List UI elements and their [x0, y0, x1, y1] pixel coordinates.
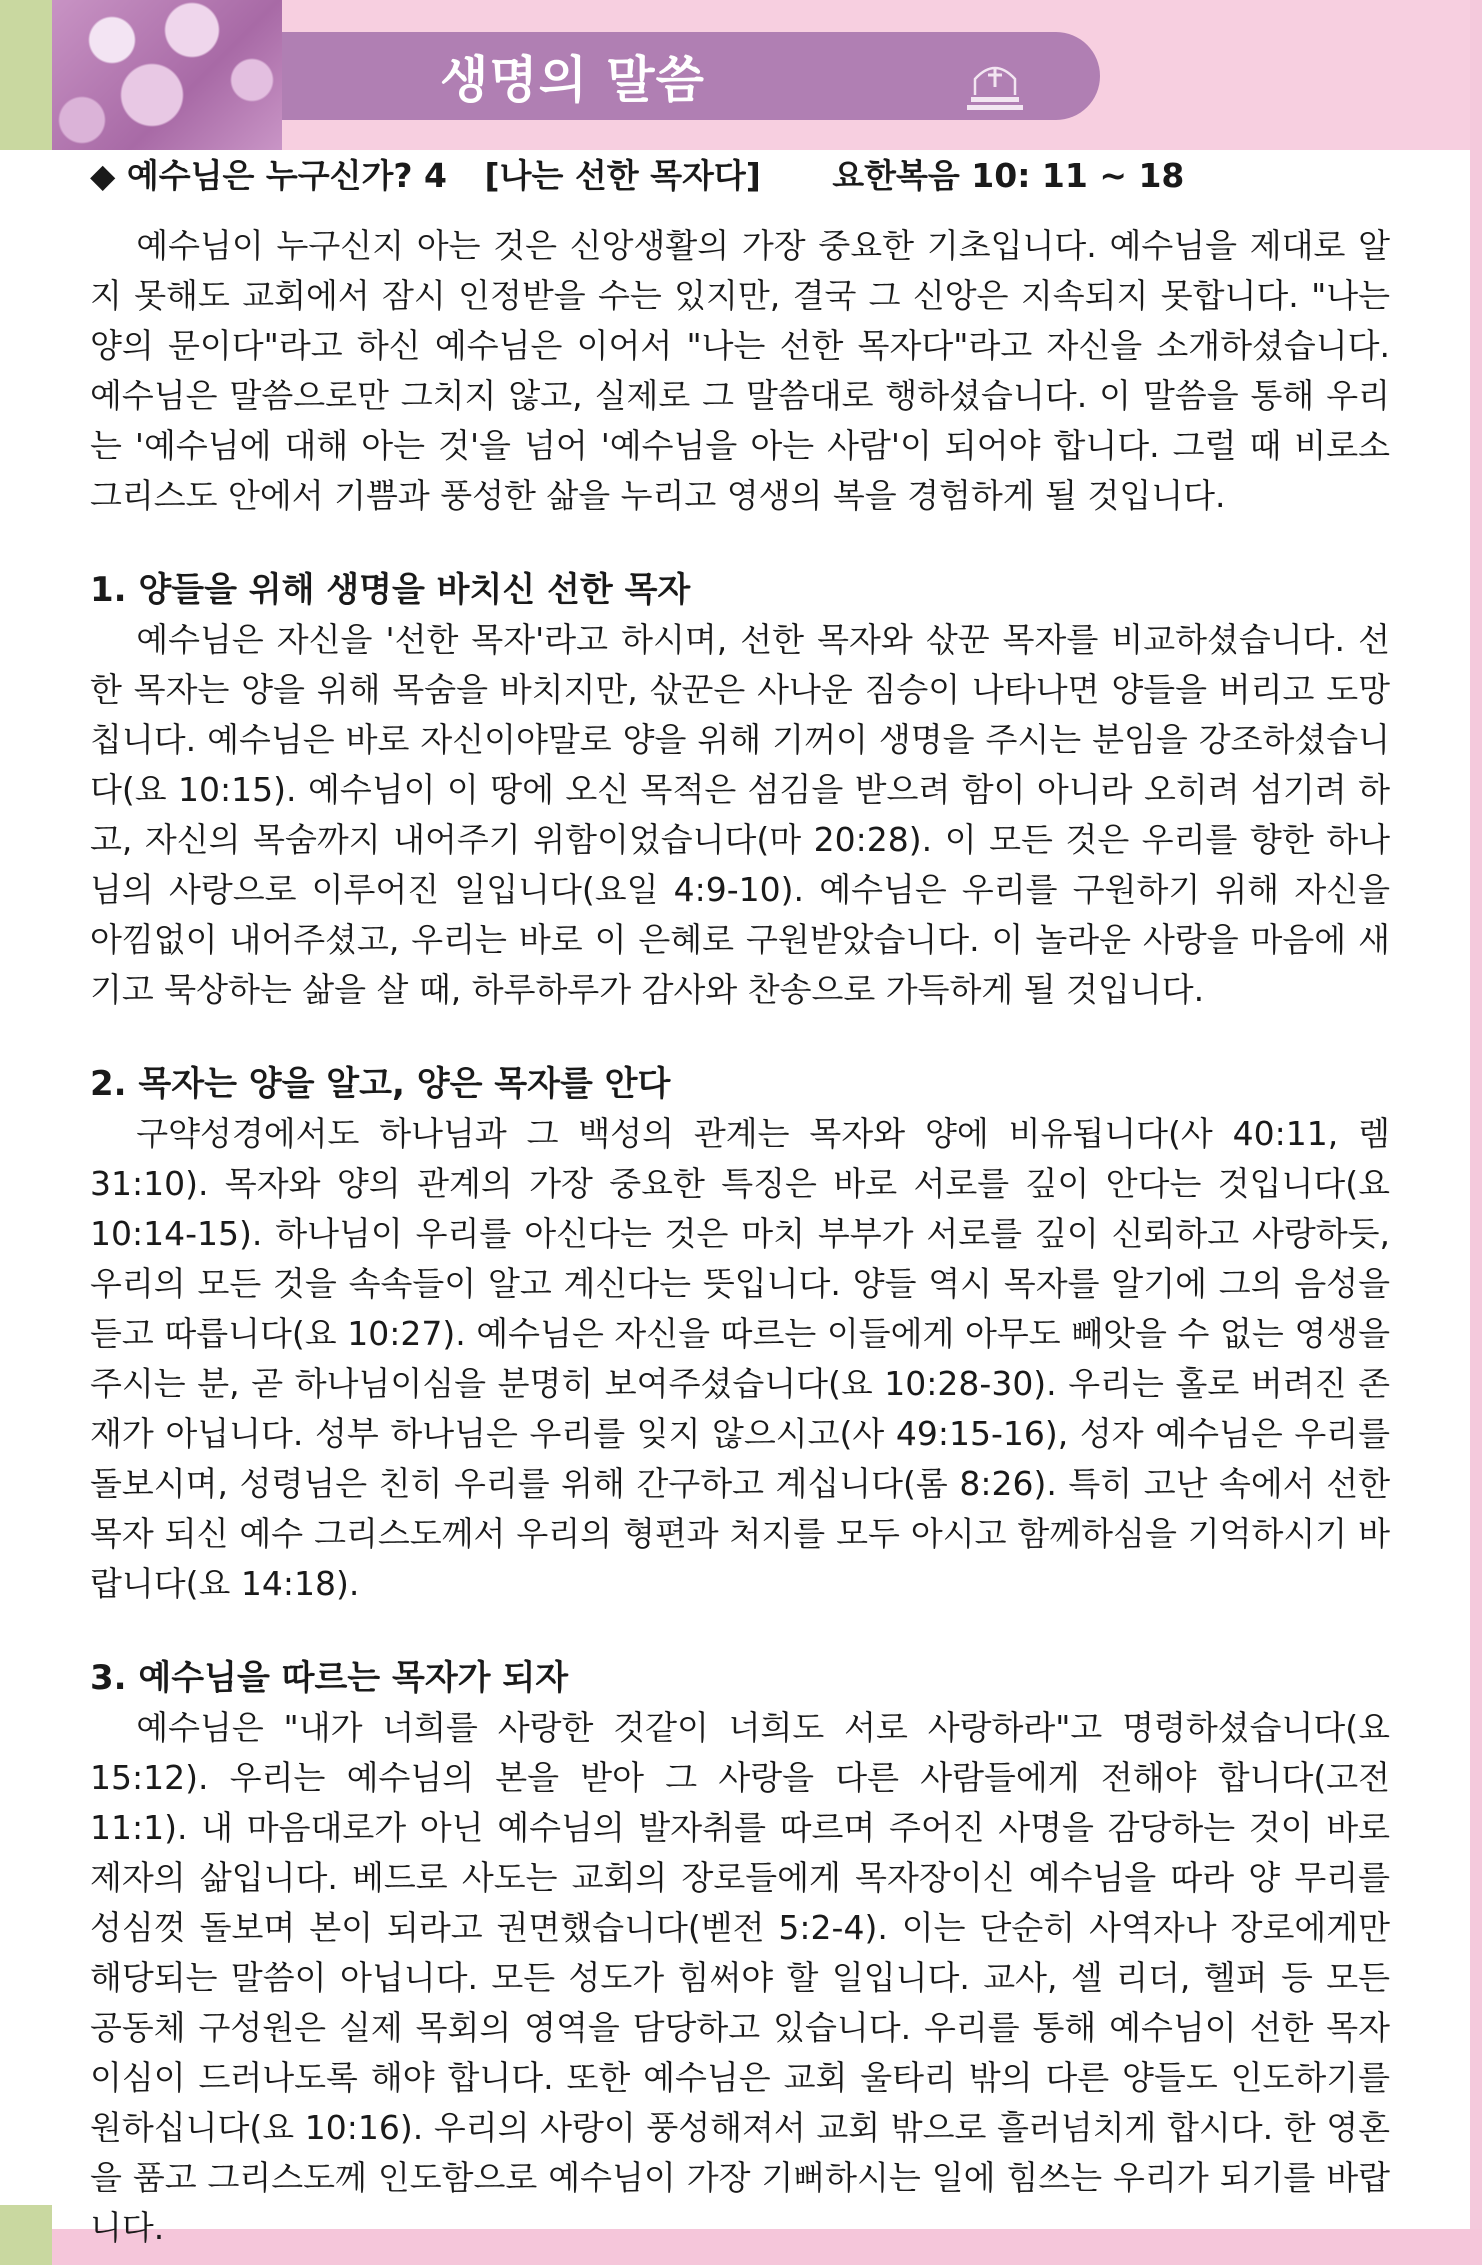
sermon-subtitle: [나는 선한 목자다] [484, 156, 761, 195]
bottom-left-decor-band [0, 2205, 52, 2265]
intro-paragraph: 예수님이 누구신지 아는 것은 신앙생활의 가장 중요한 기초입니다. 예수님을 제대로 알지 못해도 교회에서 잠시 인정받을 수는 있지만, 결국 그 신앙은 지속되지 못합니다. "나는 양의 문이다"라고 하신 예수님은 이어서 "나는 선한 목자다"라고 자신을 소개하셨습니다. 예수님은 말씀으로만 그치지 않고, 실제로 그 말씀대로 행하셨습니다. 이 말씀을 통해 우리는 '예수님에 대해 아는 것'을 넘어 '예수님을 아는 사람'이 되어야 합니다. 그럴 때 비로소 그리스도 안에서 기쁨과 풍성한 삶을 누리고 영생의 복을 경험하게 될 것입니다. [90, 226, 1390, 515]
page-title: 생명의 말씀 [440, 51, 705, 109]
diamond-bullet-icon: ◆ [90, 156, 116, 195]
section-title-3: 3. 예수님을 따르는 목자가 되자 [90, 1658, 569, 1698]
right-decor-band [1470, 0, 1482, 2265]
church-icon [965, 55, 1025, 115]
section-body-2: 구약성경에서도 하나님과 그 백성의 관계는 목자와 양에 비유됩니다(사 40:11, 렘 31:10). 목자와 양의 관계의 가장 중요한 특징은 바로 서로를 깊이 안다는 것입니다(요 10:14-15). 하나님이 우리를 아신다는 것은 마치 부부가 서로를 깊이 신뢰하고 사랑하듯, 우리의 모든 것을 속속들이 알고 계신다는 뜻입니다. 양들 역시 목자를 알기에 그의 음성을 듣고 따릅니다(요 10:27). 예수님은 자신을 따르는 이들에게 아무도 빼앗을 수 없는 영생을 주시는 분, 곧 하나님이심을 분명히 보여주셨습니다(요 10:28-30). 우리는 홀로 버려진 존재가 아닙니다. 성부 하나님은 우리를 잊지 않으시고(사 49:15-16), 성자 예수님은 우리를 돌보시며, 성령님은 친히 우리를 위해 간구하고 계십니다(롬 8:26). 특히 고난 속에서 선한 목자 되신 예수 그리스도께서 우리의 형편과 처지를 모두 아시고 함께하심을 기억하시기 바랍니다(요 14:18). [90, 1114, 1391, 1603]
section-body-1: 예수님은 자신을 '선한 목자'라고 하시며, 선한 목자와 삯꾼 목자를 비교하셨습니다. 선한 목자는 양을 위해 목숨을 바치지만, 삯꾼은 사나운 짐승이 나타나면 양들을 버리고 도망칩니다. 예수님은 바로 자신이야말로 양을 위해 기꺼이 생명을 주시는 분임을 강조하셨습니다(요 10:15). 예수님이 이 땅에 오신 목적은 섬김을 받으려 함이 아니라 오히려 섬기려 하고, 자신의 목숨까지 내어주기 위함이었습니다(마 20:28). 이 모든 것은 우리를 향한 하나님의 사랑으로 이루어진 일입니다(요일 4:9-10). 예수님은 우리를 구원하기 위해 자신을 아낌없이 내어주셨고, 우리는 바로 이 은혜로 구원받았습니다. 이 놀라운 사랑을 마음에 새기고 묵상하는 삶을 살 때, 하루하루가 감사와 찬송으로 가득하게 될 것입니다. [90, 620, 1390, 1009]
sermon-heading [90, 150, 1390, 197]
left-decor-band [0, 0, 52, 150]
sermon-content [90, 150, 1390, 2253]
section-body-3: 예수님은 "내가 너희를 사랑한 것같이 너희도 서로 사랑하라"고 명령하셨습니다(요 15:12). 우리는 예수님의 본을 받아 그 사랑을 다른 사람들에게 전해야 합니다(고전 11:1). 내 마음대로가 아닌 예수님의 발자취를 따르며 주어진 사명을 감당하는 것이 바로 제자의 삶입니다. 베드로 사도는 교회의 장로들에게 목자장이신 예수님을 따라 양 무리를 성심껏 돌보며 본이 되라고 권면했습니다(벧전 5:2-4). 이는 단순히 사역자나 장로에게만 해당되는 말씀이 아닙니다. 모든 성도가 힘써야 할 일입니다. 교사, 셀 리더, 헬퍼 등 모든 공동체 구성원은 실제 목회의 영역을 담당하고 있습니다. 우리를 통해 예수님이 선한 목자이심이 드러나도록 해야 합니다. 또한 예수님은 교회 울타리 밖의 다른 양들도 인도하기를 원하십니다(요 10:16). 우리의 사랑이 풍성해져서 교회 밖으로 흘러넘치게 합시다. 한 영혼을 품고 그리스도께 인도함으로 예수님이 가장 기뻐하시는 일에 힘쓰는 우리가 되기를 바랍니다. [90, 1708, 1390, 2247]
sermon-series-title: 예수님은 누구신가? 4 [126, 156, 447, 195]
scripture-reference: 요한복음 10: 11 ~ 18 [832, 156, 1185, 195]
section-title-2: 2. 목자는 양을 알고, 양은 목자를 안다 [90, 1064, 671, 1104]
flower-photo [52, 0, 282, 150]
section-title-1: 1. 양들을 위해 생명을 바치신 선한 목자 [90, 570, 691, 610]
